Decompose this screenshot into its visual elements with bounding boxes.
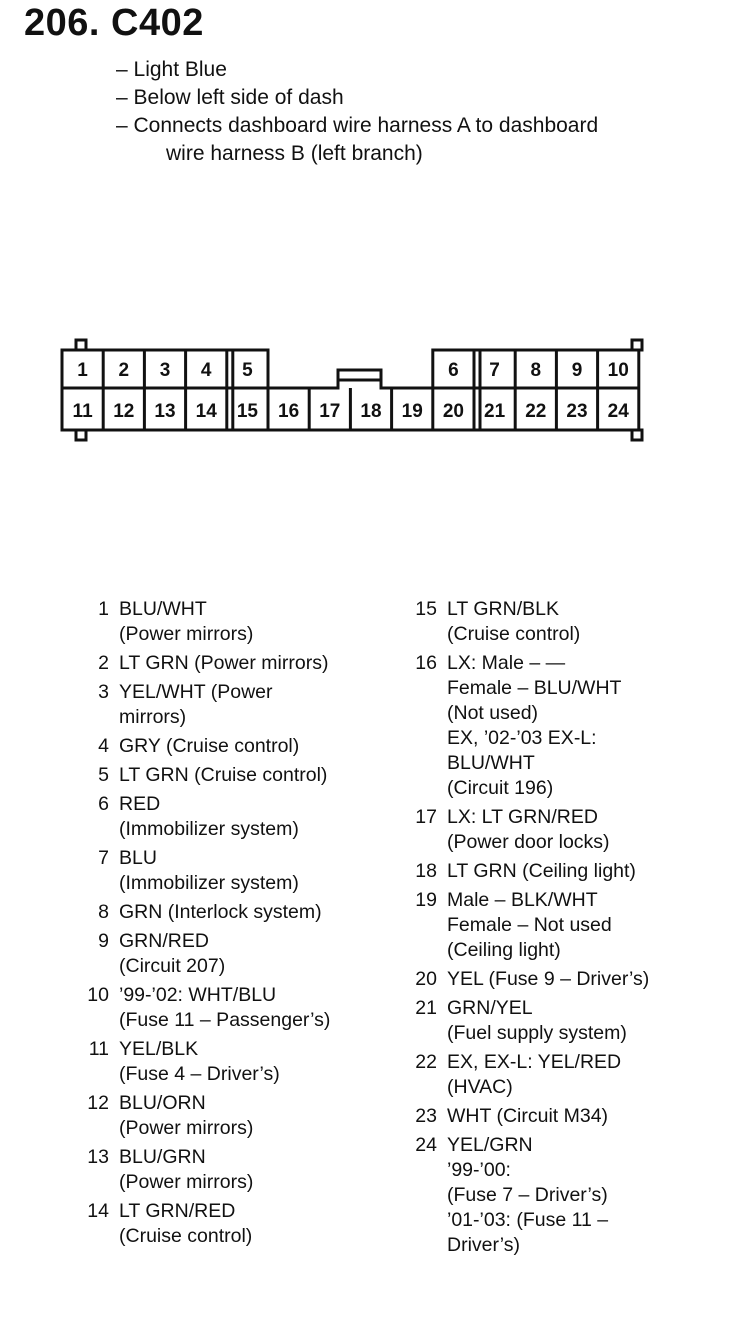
- pin-label-15: 15: [236, 401, 258, 422]
- pin-entry: [84, 597, 384, 647]
- pin-number: 17: [415, 806, 437, 828]
- connector-ear: [632, 430, 642, 440]
- pin-description-line: Driver’s): [447, 1234, 520, 1256]
- info-line-connects: – Connects dashboard wire harness A to dashboard: [116, 114, 599, 137]
- pin-description-line: Male – BLK/WHT: [447, 889, 598, 911]
- pin-label-19: 19: [401, 401, 423, 422]
- pin-number: 10: [87, 984, 109, 1006]
- pin-label-3: 3: [159, 360, 171, 381]
- pin-number: 12: [87, 1092, 109, 1114]
- pin-label-9: 9: [571, 360, 583, 381]
- pin-number: 20: [415, 968, 437, 990]
- pin-description-line: (Circuit 207): [119, 955, 226, 977]
- pin-label-6: 6: [448, 360, 459, 381]
- pin-number: 4: [98, 735, 109, 757]
- pin-label-10: 10: [607, 360, 629, 381]
- pin-number: 18: [415, 860, 437, 882]
- pin-label-4: 4: [200, 360, 212, 381]
- pin-number: 23: [415, 1105, 437, 1127]
- pin-description-line: GRN/YEL: [447, 997, 533, 1019]
- pin-description-line: (Power door locks): [447, 831, 610, 853]
- pin-label-5: 5: [242, 360, 253, 381]
- pin-label-13: 13: [154, 401, 176, 422]
- connector-diagram: [0, 320, 736, 450]
- pin-description-line: ’99-’00:: [447, 1159, 511, 1181]
- pin-description-line: ’99-’02: WHT/BLU: [119, 984, 277, 1006]
- pin-description-line: BLU/WHT: [119, 598, 207, 620]
- info-line-location: – Below left side of dash: [116, 86, 344, 109]
- pin-description-line: BLU/WHT: [447, 752, 535, 774]
- pin-description-line: (Circuit 196): [447, 777, 554, 799]
- pin-description-line: RED: [119, 793, 161, 815]
- pin-label-2: 2: [118, 360, 130, 381]
- connector-ear: [76, 340, 86, 350]
- pin-entry: [412, 967, 722, 992]
- pin-number: 6: [98, 793, 109, 815]
- pin-description-line: YEL (Fuse 9 – Driver’s): [447, 968, 650, 990]
- pin-entry: [84, 1145, 384, 1195]
- pin-description-line: (Immobilizer system): [119, 872, 299, 894]
- pin-description-line: Female – Not used: [447, 914, 612, 936]
- pin-description-line: (Fuse 7 – Driver’s): [447, 1184, 608, 1206]
- info-line-connects-cont: wire harness B (left branch): [166, 142, 423, 165]
- pin-description-line: (Power mirrors): [119, 623, 254, 645]
- pin-entry: [412, 1050, 722, 1100]
- pin-label-24: 24: [607, 401, 629, 422]
- pin-entry: [84, 1199, 384, 1249]
- pin-entry: [84, 734, 384, 759]
- pin-number: 2: [98, 652, 109, 674]
- pin-label-20: 20: [442, 401, 464, 422]
- pin-number: 15: [415, 598, 437, 620]
- pin-entry: [412, 1133, 722, 1258]
- pin-label-21: 21: [484, 401, 506, 422]
- pin-number: 11: [88, 1038, 109, 1060]
- pin-number: 9: [98, 930, 109, 952]
- pin-description-line: (Cruise control): [447, 623, 581, 645]
- pin-description-line: EX, ’02-’03 EX-L:: [447, 727, 597, 749]
- pin-description-line: GRN (Interlock system): [119, 901, 322, 923]
- pin-number: 1: [98, 598, 109, 620]
- pin-number: 21: [415, 997, 437, 1019]
- pin-entry: [84, 792, 384, 842]
- pin-description-line: (Not used): [447, 702, 539, 724]
- connector-info: [116, 56, 716, 168]
- pin-description-line: WHT (Circuit M34): [447, 1105, 609, 1127]
- pin-number: 3: [98, 681, 109, 703]
- pin-number: 13: [87, 1146, 109, 1168]
- pin-label-18: 18: [360, 401, 382, 422]
- pin-number: 19: [415, 889, 437, 911]
- pin-description-line: Female – BLU/WHT: [447, 677, 622, 699]
- pin-description-line: BLU/ORN: [119, 1092, 206, 1114]
- pin-description-line: LX: LT GRN/RED: [447, 806, 598, 828]
- pin-entry: [84, 1037, 384, 1087]
- pin-description-line: LT GRN (Ceiling light): [447, 860, 636, 882]
- pin-description-line: LT GRN (Cruise control): [119, 764, 328, 786]
- pin-description-line: BLU: [119, 847, 157, 869]
- pin-label-23: 23: [566, 401, 588, 422]
- pin-description-line: LT GRN/RED: [119, 1200, 236, 1222]
- pin-number: 5: [98, 764, 109, 786]
- pin-entry: [84, 983, 384, 1033]
- pin-entry: [412, 1104, 722, 1129]
- pin-entry: [84, 929, 384, 979]
- connector-ear: [76, 430, 86, 440]
- pin-entry: [412, 888, 722, 963]
- pin-label-8: 8: [530, 360, 542, 381]
- pin-description-line: ’01-’03: (Fuse 11 –: [447, 1209, 609, 1231]
- pin-label-22: 22: [525, 401, 547, 422]
- pin-description-line: GRN/RED: [119, 930, 209, 952]
- pin-list-left: [84, 597, 384, 1253]
- pin-description-line: LT GRN/BLK: [447, 598, 559, 620]
- pin-label-14: 14: [195, 401, 217, 422]
- pin-description-line: (Immobilizer system): [119, 818, 299, 840]
- pin-description-line: (Fuse 11 – Passenger’s): [119, 1009, 331, 1031]
- pin-entry: [412, 859, 722, 884]
- pin-entry: [84, 1091, 384, 1141]
- pin-entry: [412, 996, 722, 1046]
- pin-entry: [412, 805, 722, 855]
- pin-description-line: (Power mirrors): [119, 1117, 254, 1139]
- pin-description-line: (Ceiling light): [447, 939, 561, 961]
- pin-label-7: 7: [489, 360, 500, 381]
- pin-number: 7: [98, 847, 109, 869]
- pin-description-line: (HVAC): [447, 1076, 513, 1098]
- page-title: 206. C402: [24, 2, 204, 44]
- info-line-color: – Light Blue: [116, 58, 227, 81]
- pin-entry: [412, 597, 722, 647]
- pin-description-line: (Fuel supply system): [447, 1022, 627, 1044]
- pin-entry: [84, 651, 384, 676]
- pin-label-16: 16: [278, 401, 300, 422]
- pin-description-line: (Fuse 4 – Driver’s): [119, 1063, 280, 1085]
- pin-number: 8: [98, 901, 109, 923]
- pin-description-line: YEL/GRN: [447, 1134, 533, 1156]
- pin-description-line: (Power mirrors): [119, 1171, 254, 1193]
- pin-description-line: YEL/BLK: [119, 1038, 199, 1060]
- connector-ear: [632, 340, 642, 350]
- pin-description-line: BLU/GRN: [119, 1146, 206, 1168]
- pin-label-12: 12: [113, 401, 135, 422]
- pin-description-line: mirrors): [119, 706, 187, 728]
- pin-description-line: LT GRN (Power mirrors): [119, 652, 329, 674]
- pin-label-17: 17: [319, 401, 341, 422]
- pin-label-11: 11: [72, 401, 93, 422]
- pin-entry: [84, 900, 384, 925]
- pin-number: 14: [87, 1200, 109, 1222]
- pin-description-line: EX, EX-L: YEL/RED: [447, 1051, 622, 1073]
- pin-entry: [84, 846, 384, 896]
- pin-entry: [412, 651, 722, 801]
- pin-number: 16: [415, 652, 437, 674]
- pin-list-right: [412, 597, 722, 1262]
- pin-number: 22: [415, 1051, 437, 1073]
- pin-number: 24: [415, 1134, 437, 1156]
- pin-description-line: YEL/WHT (Power: [119, 681, 273, 703]
- pin-description-line: GRY (Cruise control): [119, 735, 300, 757]
- pin-description-line: (Cruise control): [119, 1225, 253, 1247]
- pin-entry: [84, 680, 384, 730]
- pin-description-line: LX: Male – —: [447, 652, 566, 674]
- pin-label-1: 1: [77, 360, 88, 381]
- pin-entry: [84, 763, 384, 788]
